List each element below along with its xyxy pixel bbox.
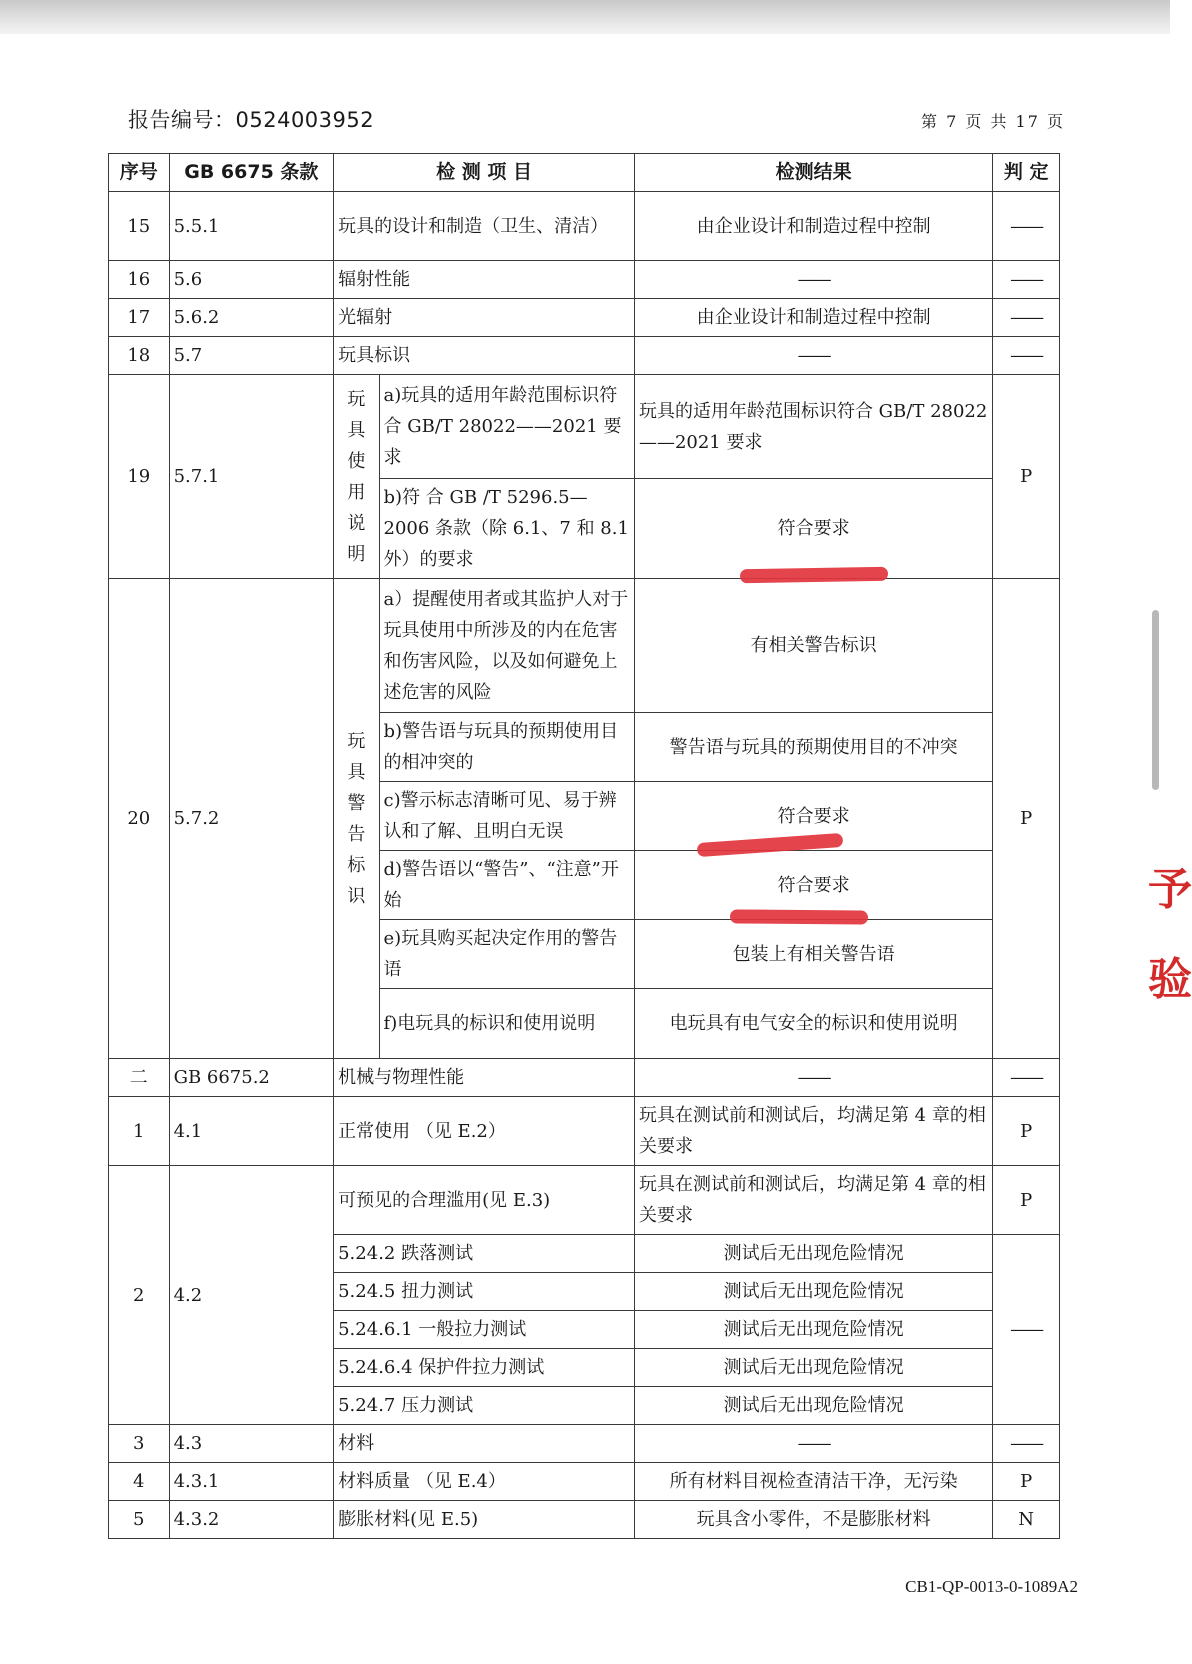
inspection-table bbox=[108, 153, 1060, 1539]
row-item: 膨胀材料(见 E.5) bbox=[334, 1501, 635, 1539]
sub-item: f)电玩具的标识和使用说明 bbox=[379, 989, 634, 1059]
group-verdict: —— bbox=[993, 1235, 1060, 1425]
table-row bbox=[109, 375, 1060, 479]
row-verdict: P bbox=[993, 1097, 1060, 1166]
row-result: —— bbox=[634, 337, 992, 375]
sub-result: 包装上有相关警告语 bbox=[634, 920, 992, 989]
sub-item: b)警告语与玩具的预期使用目的相冲突的 bbox=[379, 713, 634, 782]
sub-item: e)玩具购买起决定作用的警告语 bbox=[379, 920, 634, 989]
table-row bbox=[109, 579, 1060, 713]
red-underline-mark bbox=[730, 909, 868, 924]
sub-item: c)警示标志清晰可见、易于辨认和了解、且明白无误 bbox=[379, 782, 634, 851]
row-clause: 4.1 bbox=[169, 1097, 334, 1166]
row-no: 20 bbox=[109, 579, 170, 1059]
red-underline-mark bbox=[740, 567, 888, 584]
row-no: 18 bbox=[109, 337, 170, 375]
sub-result: 电玩具有电气安全的标识和使用说明 bbox=[634, 989, 992, 1059]
sub-result: 测试后无出现危险情况 bbox=[634, 1273, 992, 1311]
row-result: 玩具在测试前和测试后，均满足第 4 章的相关要求 bbox=[634, 1166, 992, 1235]
row-verdict: P bbox=[993, 1166, 1060, 1235]
row-result: 所有材料目视检查清洁干净，无污染 bbox=[634, 1463, 992, 1501]
group-text: 玩具警告标识 bbox=[347, 730, 366, 907]
sub-result: 测试后无出现危险情况 bbox=[634, 1387, 992, 1425]
row-verdict: —— bbox=[993, 192, 1060, 261]
document-code: CB1-QP-0013-0-1089A2 bbox=[905, 1577, 1078, 1596]
table-row bbox=[109, 337, 1060, 375]
section-no: 二 bbox=[109, 1059, 170, 1097]
table-row bbox=[109, 1463, 1060, 1501]
row-result: —— bbox=[634, 1425, 992, 1463]
section-result: —— bbox=[634, 1059, 992, 1097]
sub-item: 5.24.6.1 一般拉力测试 bbox=[334, 1311, 635, 1349]
row-no: 4 bbox=[109, 1463, 170, 1501]
sub-result: 符合要求 bbox=[634, 851, 992, 920]
row-clause: 5.6.2 bbox=[169, 299, 334, 337]
col-header-verdict: 判 定 bbox=[993, 154, 1060, 192]
sub-item: 5.24.5 扭力测试 bbox=[334, 1273, 635, 1311]
row-no: 2 bbox=[109, 1166, 170, 1425]
row-result: 玩具含小零件，不是膨胀材料 bbox=[634, 1501, 992, 1539]
section-clause: GB 6675.2 bbox=[169, 1059, 334, 1097]
row-no: 1 bbox=[109, 1097, 170, 1166]
row-clause: 4.3 bbox=[169, 1425, 334, 1463]
row-verdict: —— bbox=[993, 261, 1060, 299]
row-group-label bbox=[334, 579, 379, 1059]
row-verdict: —— bbox=[993, 337, 1060, 375]
sub-result: 有相关警告标识 bbox=[634, 579, 992, 713]
row-verdict: P bbox=[993, 1463, 1060, 1501]
sub-result: 测试后无出现危险情况 bbox=[634, 1235, 992, 1273]
row-verdict: —— bbox=[993, 299, 1060, 337]
group-text: 玩具使用说明 bbox=[347, 388, 366, 565]
table-row bbox=[109, 1425, 1060, 1463]
row-no: 17 bbox=[109, 299, 170, 337]
scrollbar-thumb[interactable] bbox=[1152, 610, 1159, 790]
row-item: 光辐射 bbox=[334, 299, 635, 337]
row-item: 正常使用 （见 E.2） bbox=[334, 1097, 635, 1166]
table-row bbox=[109, 192, 1060, 261]
row-no: 3 bbox=[109, 1425, 170, 1463]
row-result: 由企业设计和制造过程中控制 bbox=[634, 299, 992, 337]
sub-result: 测试后无出现危险情况 bbox=[634, 1349, 992, 1387]
row-verdict: P bbox=[993, 375, 1060, 579]
col-header-result: 检测结果 bbox=[634, 154, 992, 192]
table-row bbox=[109, 1501, 1060, 1539]
row-clause: 5.7 bbox=[169, 337, 334, 375]
sub-item: a）提醒使用者或其监护人对于玩具使用中所涉及的内在危害和伤害风险，以及如何避免上述危害的风险 bbox=[379, 579, 634, 713]
top-bar bbox=[0, 0, 1170, 34]
row-clause: 4.2 bbox=[169, 1166, 334, 1425]
row-clause: 4.3.2 bbox=[169, 1501, 334, 1539]
row-no: 5 bbox=[109, 1501, 170, 1539]
row-clause: 5.5.1 bbox=[169, 192, 334, 261]
sub-item: d)警告语以“警告”、“注意”开始 bbox=[379, 851, 634, 920]
col-header-item: 检 测 项 目 bbox=[334, 154, 635, 192]
row-result: —— bbox=[634, 261, 992, 299]
table-row bbox=[109, 299, 1060, 337]
sub-item: 5.24.7 压力测试 bbox=[334, 1387, 635, 1425]
row-result: 由企业设计和制造过程中控制 bbox=[634, 192, 992, 261]
red-seal-stamp: 予 验 bbox=[1148, 864, 1192, 1005]
row-clause: 5.7.2 bbox=[169, 579, 334, 1059]
row-verdict: N bbox=[993, 1501, 1060, 1539]
row-clause: 5.6 bbox=[169, 261, 334, 299]
report-number: 报告编号：0524003952 bbox=[128, 108, 375, 132]
row-clause: 5.7.1 bbox=[169, 375, 334, 579]
row-item: 玩具的设计和制造（卫生、清洁） bbox=[334, 192, 635, 261]
sub-item: b)符 合 GB /T 5296.5—2006 条款（除 6.1、7 和 8.1 外）的要求 bbox=[379, 479, 634, 579]
row-no: 16 bbox=[109, 261, 170, 299]
table-row bbox=[109, 261, 1060, 299]
section-row bbox=[109, 1059, 1060, 1097]
sub-result: 符合要求 bbox=[634, 479, 992, 579]
sub-item: 5.24.6.4 保护件拉力测试 bbox=[334, 1349, 635, 1387]
sub-result: 警告语与玩具的预期使用目的不冲突 bbox=[634, 713, 992, 782]
page-info: 第 7 页 共 17 页 bbox=[921, 112, 1065, 131]
row-item: 玩具标识 bbox=[334, 337, 635, 375]
row-item: 材料 bbox=[334, 1425, 635, 1463]
row-result: 玩具在测试前和测试后，均满足第 4 章的相关要求 bbox=[634, 1097, 992, 1166]
sub-result: 测试后无出现危险情况 bbox=[634, 1311, 992, 1349]
row-no: 19 bbox=[109, 375, 170, 579]
row-item: 可预见的合理滥用(见 E.3) bbox=[334, 1166, 635, 1235]
sub-item: a)玩具的适用年龄范围标识符合 GB/T 28022——2021 要求 bbox=[379, 375, 634, 479]
section-verdict: —— bbox=[993, 1059, 1060, 1097]
row-group-label bbox=[334, 375, 379, 579]
row-item: 辐射性能 bbox=[334, 261, 635, 299]
col-header-clause: GB 6675 条款 bbox=[169, 154, 334, 192]
row-clause: 4.3.1 bbox=[169, 1463, 334, 1501]
row-no: 15 bbox=[109, 192, 170, 261]
table-header-row bbox=[109, 154, 1060, 192]
table-row bbox=[109, 1097, 1060, 1166]
section-item: 机械与物理性能 bbox=[334, 1059, 635, 1097]
sub-result: 玩具的适用年龄范围标识符合 GB/T 28022——2021 要求 bbox=[634, 375, 992, 479]
row-verdict: —— bbox=[993, 1425, 1060, 1463]
row-item: 材料质量 （见 E.4） bbox=[334, 1463, 635, 1501]
sub-item: 5.24.2 跌落测试 bbox=[334, 1235, 635, 1273]
col-header-no: 序号 bbox=[109, 154, 170, 192]
row-verdict: P bbox=[993, 579, 1060, 1059]
sub-result: 符合要求 bbox=[634, 782, 992, 851]
table-row bbox=[109, 1166, 1060, 1235]
